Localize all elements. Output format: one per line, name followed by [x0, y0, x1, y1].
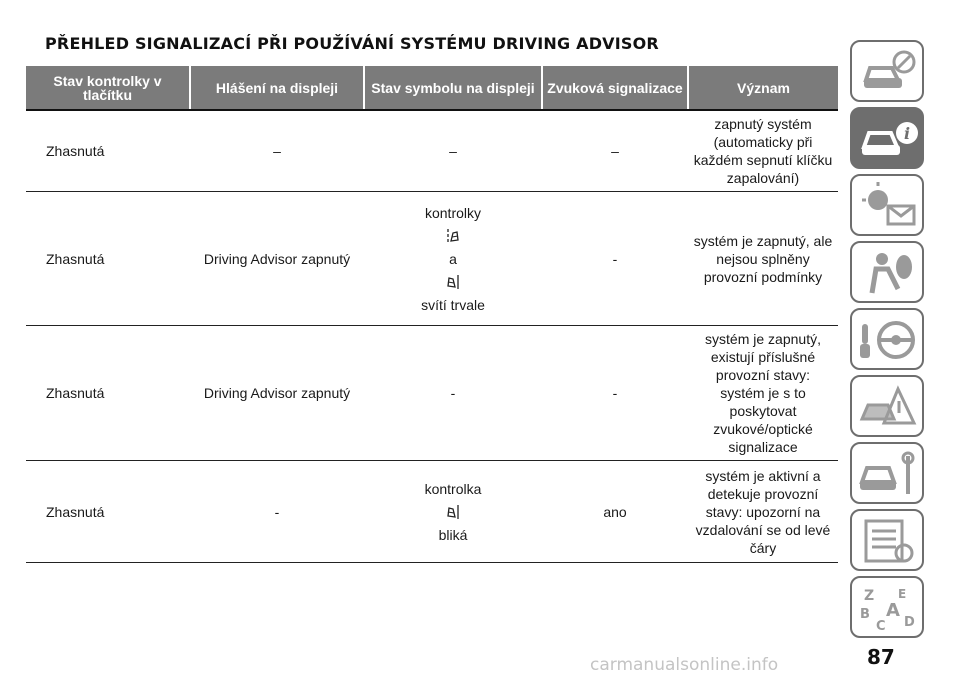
table-row	[26, 110, 838, 192]
tab-alphabet-index[interactable]	[850, 576, 924, 638]
column-header: Stav symbolu na displeji	[364, 66, 542, 110]
cell-vyznam: zapnutý systém (automaticky při každém sepnutí klíčku zapalování)	[688, 110, 838, 192]
cell-vyznam: systém je aktivní a detekuje provozní stavy: upozorní na vzdalování se od levé čáry	[688, 461, 838, 563]
table-row	[26, 461, 838, 563]
watermark: carmanualsonline.info	[590, 655, 779, 675]
cell-hlaseni: -	[190, 461, 364, 563]
tab-car-info[interactable]	[850, 40, 924, 102]
svg-text:A: A	[886, 600, 900, 621]
cell-hlaseni: Driving Advisor zapnutý	[190, 192, 364, 326]
column-header: Zvuková signalizace	[542, 66, 688, 110]
cell-stav: Zhasnutá	[26, 192, 190, 326]
page-heading: PŘEHLED SIGNALIZACÍ PŘI POUŽÍVÁNÍ SYSTÉMU DRIVING ADVISOR	[45, 34, 659, 53]
airbag-seat-icon	[858, 249, 918, 297]
cell-symbol	[364, 192, 542, 326]
table-row	[26, 192, 838, 326]
lane-departure-left-icon	[446, 228, 460, 244]
cell-stav: Zhasnutá	[26, 110, 190, 192]
car-info-active-icon	[858, 115, 918, 163]
tab-steering-wheel[interactable]	[850, 308, 924, 370]
symbol-label-top: kontrolka	[424, 480, 482, 497]
cell-vyznam: systém je zapnutý, existují příslušné provozní stavy: systém je s to poskytovat zvukové/optické signalizace	[688, 326, 838, 461]
tab-emergency[interactable]	[850, 375, 924, 437]
signal-table	[26, 66, 838, 563]
lane-departure-right-icon	[446, 504, 460, 520]
symbol-label-bottom: bliká	[438, 526, 468, 543]
cell-zvuk: -	[542, 192, 688, 326]
symbol-label-bottom: svítí trvale	[421, 296, 485, 313]
svg-text:Z: Z	[864, 588, 875, 604]
symbol-label-top: kontrolky	[424, 204, 482, 221]
cell-zvuk: -	[542, 326, 688, 461]
column-header: Stav kontrolky v tlačítku	[26, 66, 190, 110]
warning-lights-icon	[858, 182, 918, 230]
emergency-icon	[858, 383, 918, 431]
cell-hlaseni: Driving Advisor zapnutý	[190, 326, 364, 461]
table-row	[26, 326, 838, 461]
page-number: 87	[867, 645, 895, 669]
tab-airbag-seat[interactable]	[850, 241, 924, 303]
svg-text:E: E	[898, 587, 907, 601]
svg-text:D: D	[904, 615, 915, 630]
specifications-list-icon	[858, 517, 918, 565]
svg-text:i: i	[903, 124, 911, 143]
cell-stav: Zhasnutá	[26, 461, 190, 563]
cell-symbol: -	[364, 326, 542, 461]
lane-departure-right-icon	[446, 274, 460, 290]
tab-car-service[interactable]	[850, 442, 924, 504]
svg-text:B: B	[860, 607, 870, 622]
tab-warning-lights[interactable]	[850, 174, 924, 236]
cell-vyznam: systém je zapnutý, ale nejsou splněny provozní podmínky	[688, 192, 838, 326]
tab-specifications[interactable]	[850, 509, 924, 571]
car-service-icon	[858, 450, 918, 498]
symbol-label-mid: a	[449, 250, 457, 267]
column-header: Hlášení na displeji	[190, 66, 364, 110]
column-header: Význam	[688, 66, 838, 110]
cell-stav: Zhasnutá	[26, 326, 190, 461]
tab-car-info-active[interactable]	[850, 107, 924, 169]
cell-zvuk: ano	[542, 461, 688, 563]
cell-zvuk: –	[542, 110, 688, 192]
steering-wheel-icon	[858, 316, 918, 364]
car-info-icon	[858, 48, 918, 96]
cell-symbol: –	[364, 110, 542, 192]
alphabet-index-icon	[858, 584, 918, 632]
cell-hlaseni: –	[190, 110, 364, 192]
cell-symbol	[364, 461, 542, 563]
svg-text:C: C	[876, 619, 886, 632]
table-header-row	[26, 66, 838, 110]
